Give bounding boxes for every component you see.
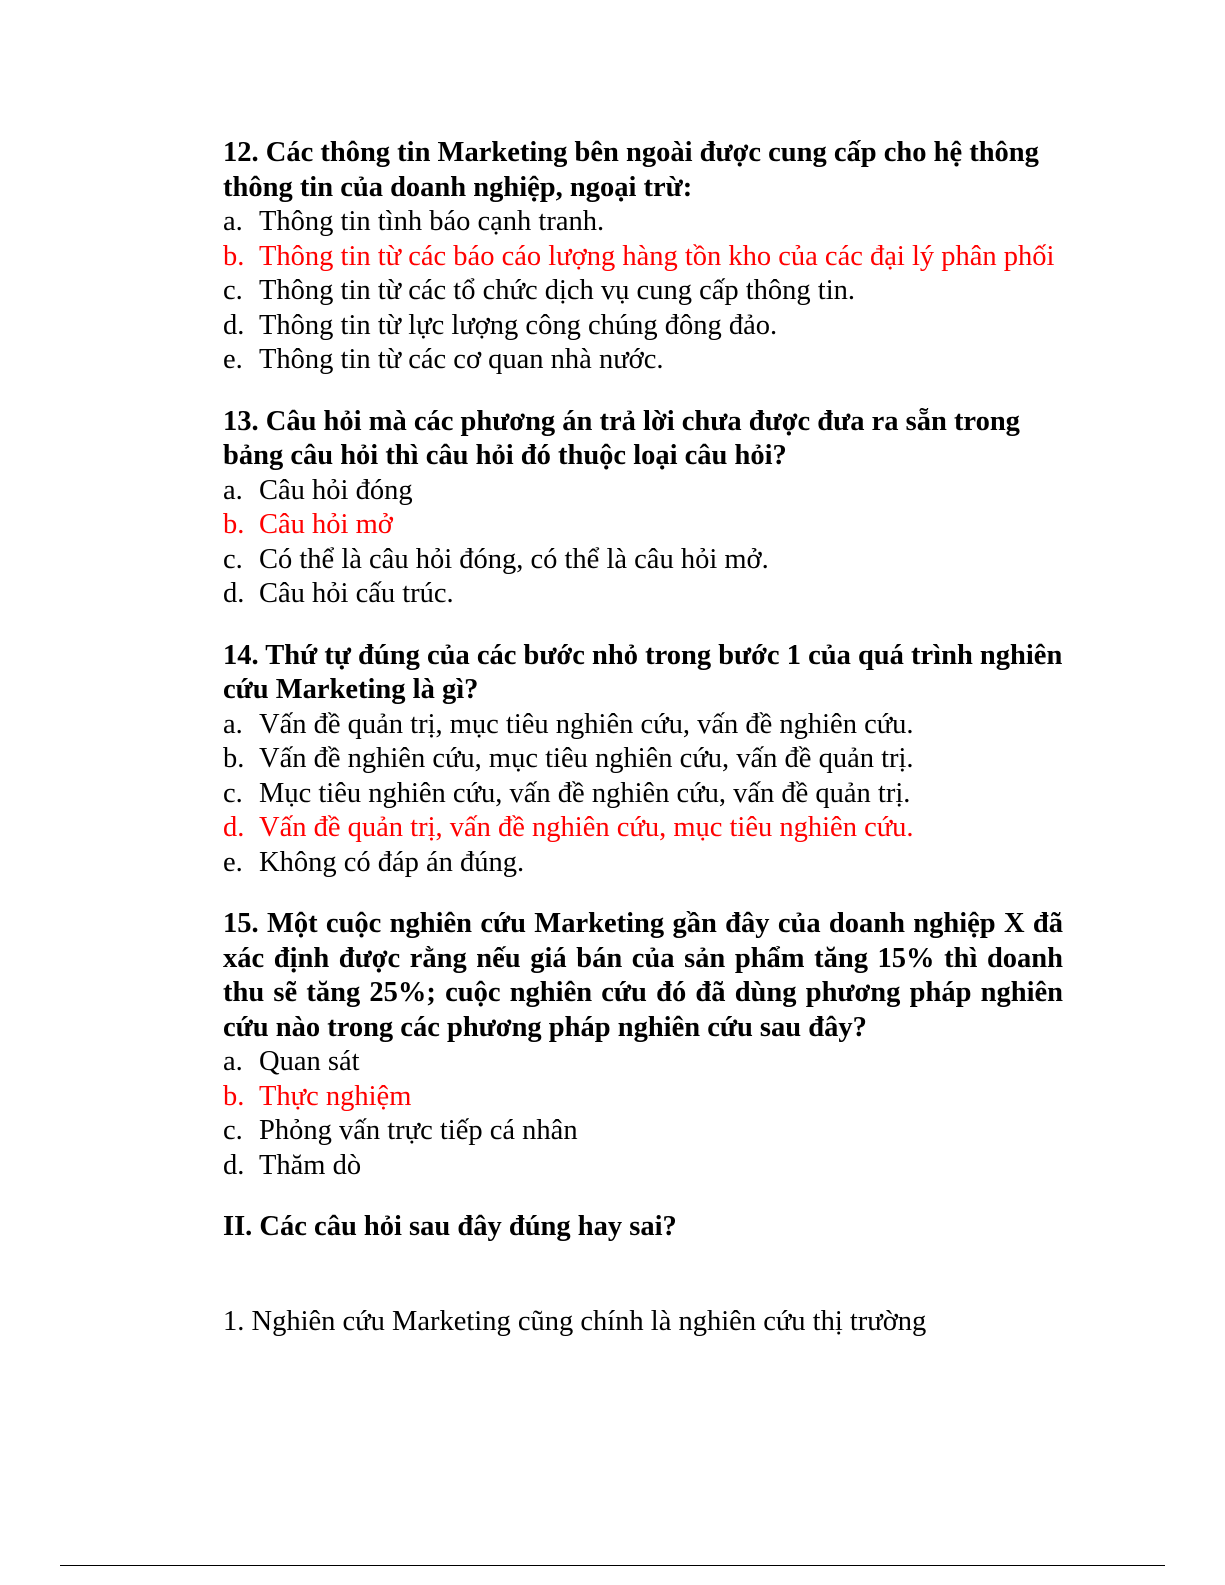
question-title: 12. Các thông tin Marketing bên ngoài được cung cấp cho hệ thông thông tin của doanh nghiệp, ngoại trừ: xyxy=(223,137,1039,203)
option-letter: b. xyxy=(223,743,245,774)
option-text: Quan sát xyxy=(259,1046,360,1077)
question-title: 15. Một cuộc nghiên cứu Marketing gần đây của doanh nghiệp X đã xác định được rằng nếu giá bán của sản phẩm tăng 15% thì doanh thu sẽ tăng 25%; cuộc nghiên cứu đó đã dùng phương pháp nghiên cứu nào trong các phương pháp nghiên cứu sau đây? xyxy=(223,908,1063,1043)
option-letter: d. xyxy=(223,1149,245,1181)
option-text: Vấn đề quản trị, vấn đề nghiên cứu, mục tiêu nghiên cứu. xyxy=(259,812,914,843)
question-13 xyxy=(223,405,1063,612)
option-text: Thông tin từ các tổ chức dịch vụ cung cấp thông tin. xyxy=(259,275,855,306)
option-text: Phỏng vấn trực tiếp cá nhân xyxy=(259,1115,578,1146)
option-text: Câu hỏi cấu trúc. xyxy=(259,578,454,609)
option-letter: d. xyxy=(223,812,245,843)
option-text: Thông tin từ lực lượng công chúng đông đảo. xyxy=(259,309,778,341)
option-b-correct xyxy=(223,508,1063,543)
question-title: 13. Câu hỏi mà các phương án trả lời chưa được đưa ra sẵn trong bảng câu hỏi thì câu hỏi đó thuộc loại câu hỏi? xyxy=(223,405,1020,471)
option-text: Thực nghiệm xyxy=(259,1080,412,1112)
option-text: Không có đáp án đúng. xyxy=(259,846,525,878)
option-a xyxy=(223,474,1063,509)
option-letter: a. xyxy=(223,708,243,740)
option-text: Thông tin từ các cơ quan nhà nước. xyxy=(259,344,664,375)
option-d xyxy=(223,1149,1063,1184)
option-a xyxy=(223,708,1063,743)
option-text: Thăm dò xyxy=(259,1149,362,1181)
option-text: Câu hỏi đóng xyxy=(259,474,413,506)
true-false-item: 1. Nghiên cứu Marketing cũng chính là nghiên cứu thị trường xyxy=(223,1305,927,1337)
page-bottom-divider xyxy=(60,1565,1165,1566)
option-d-correct xyxy=(223,811,1063,846)
option-text: Vấn đề quản trị, mục tiêu nghiên cứu, vấn đề nghiên cứu. xyxy=(259,708,914,740)
option-letter: c. xyxy=(223,777,243,809)
option-letter: a. xyxy=(223,1046,243,1077)
question-14 xyxy=(223,639,1063,881)
question-12 xyxy=(223,136,1063,378)
option-letter: d. xyxy=(223,309,245,341)
option-d xyxy=(223,577,1063,612)
option-c xyxy=(223,1114,1063,1149)
option-a xyxy=(223,1045,1063,1080)
option-b xyxy=(223,742,1063,777)
option-c xyxy=(223,777,1063,812)
option-letter: b. xyxy=(223,240,245,272)
option-letter: d. xyxy=(223,578,245,609)
option-a xyxy=(223,205,1063,240)
option-letter: b. xyxy=(223,509,245,540)
option-text: Câu hỏi mở xyxy=(259,509,393,540)
option-letter: a. xyxy=(223,206,243,237)
option-b-correct xyxy=(223,240,1063,275)
option-letter: c. xyxy=(223,543,243,575)
option-letter: c. xyxy=(223,1115,243,1146)
option-text: Thông tin tình báo cạnh tranh. xyxy=(259,206,605,237)
option-letter: e. xyxy=(223,846,243,878)
option-letter: a. xyxy=(223,474,243,506)
option-e xyxy=(223,343,1063,378)
option-c xyxy=(223,274,1063,309)
option-text: Vấn đề nghiên cứu, mục tiêu nghiên cứu, vấn đề quản trị. xyxy=(259,743,914,774)
option-text: Có thể là câu hỏi đóng, có thể là câu hỏi mở. xyxy=(259,543,769,575)
section-heading: II. Các câu hỏi sau đây đúng hay sai? xyxy=(223,1211,677,1242)
option-e xyxy=(223,846,1063,881)
option-text: Thông tin từ các báo cáo lượng hàng tồn kho của các đại lý phân phối xyxy=(259,240,1055,272)
document-page xyxy=(223,136,1063,1368)
option-c xyxy=(223,543,1063,578)
option-d xyxy=(223,309,1063,344)
question-15 xyxy=(223,907,1063,1183)
option-letter: b. xyxy=(223,1080,245,1112)
option-letter: c. xyxy=(223,275,243,306)
option-letter: e. xyxy=(223,344,243,375)
option-text: Mục tiêu nghiên cứu, vấn đề nghiên cứu, vấn đề quản trị. xyxy=(259,777,911,809)
question-title: 14. Thứ tự đúng của các bước nhỏ trong bước 1 của quá trình nghiên cứu Marketing là gì? xyxy=(223,639,1063,705)
option-b-correct xyxy=(223,1080,1063,1115)
